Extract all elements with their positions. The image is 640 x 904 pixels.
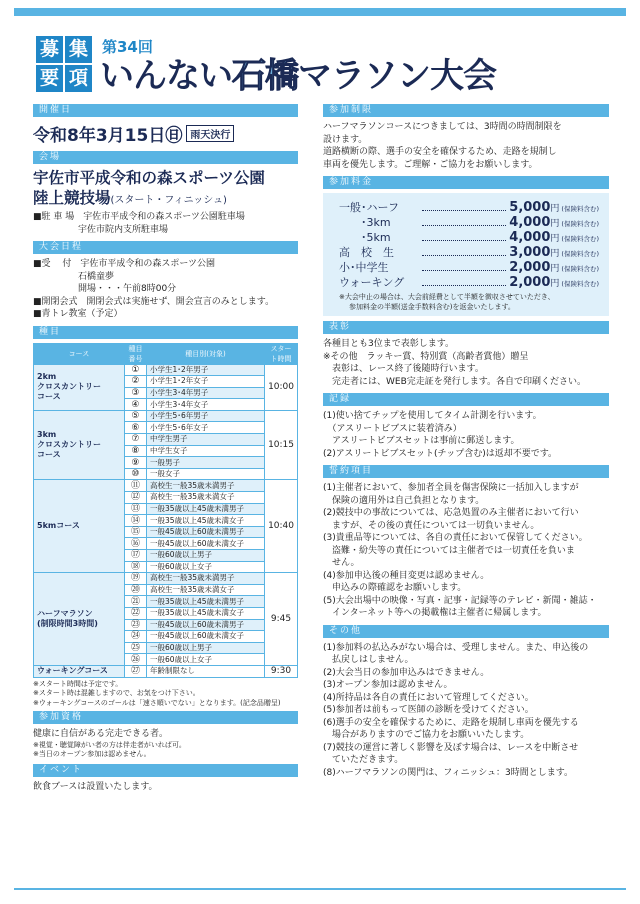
fee-note-inline: (保険料含む) (561, 250, 599, 258)
course-cell: ウォーキングコース (34, 665, 125, 677)
event-number: ⑦ (131, 434, 140, 445)
event-cell: 小学生5･6年男子 (146, 410, 264, 422)
event-number: ⑩ (131, 469, 140, 480)
event-cell: 一般35歳以上45歳未満男子 (146, 596, 264, 608)
event-number: ② (131, 376, 140, 387)
badge-char: 募 (36, 36, 63, 63)
event-cell: 高校生一般35歳未満女子 (146, 584, 264, 596)
section-header: 参加資格 (33, 711, 298, 724)
event-number: ⑪ (130, 480, 140, 491)
title-part: いんない (100, 56, 232, 96)
course-cell: 5kmコース (34, 480, 125, 573)
badge-char: 集 (65, 36, 92, 63)
event-cell: 一般60歳以上女子 (146, 561, 264, 573)
parking-line: ■駐 車 場 宇佐市平成令和の森スポーツ公園駐車場 (33, 212, 245, 222)
table-row (34, 665, 298, 677)
event-cell: 中学生男子 (146, 434, 264, 446)
course-cell: ハーフマラソン (制限時間3時間) (34, 573, 125, 666)
fee-amount: 2,000 (509, 260, 551, 275)
text-line: 盗難・紛失等の責任については主催者では一切責任を負いま (323, 545, 575, 556)
event-number: ⑥ (131, 422, 140, 433)
event-number: ⑨ (131, 457, 140, 468)
event-number: ㉓ (130, 619, 140, 630)
venue-note: (スタート・フィニッシュ) (110, 195, 227, 206)
fee-unit: 円 (550, 204, 560, 214)
event-cell: 一般女子 (146, 468, 264, 480)
event-cell: 一般60歳以上男子 (146, 550, 264, 562)
fee-amount: 4,000 (509, 230, 551, 245)
table-row (34, 410, 298, 422)
start-time-cell: 10:40 (265, 480, 298, 573)
fee-row (339, 274, 599, 289)
event-cell: 小学生1･2年女子 (146, 376, 264, 388)
right-column (323, 104, 609, 779)
text-line: ていただきます。 (323, 755, 404, 765)
event-number: ⑳ (130, 585, 140, 596)
limit-line: 設けます。 (323, 134, 368, 145)
event-cell: 一般45歳以上60歳未満女子 (146, 538, 264, 550)
fee-row (339, 214, 599, 229)
section-header: 開催日 (33, 104, 298, 117)
table-header-cell: スタート時間 (265, 343, 298, 364)
course-cell: 3km クロスカントリー コース (34, 410, 125, 480)
event-cell: 一般35歳以上45歳未満女子 (146, 515, 264, 527)
text-line: (1)使い捨てチップを使用してタイム計測を行います。 (323, 411, 542, 421)
schedule-line: 石橋童夢 (33, 271, 115, 282)
fee-amount: 3,000 (509, 245, 551, 260)
event-number: ⑭ (130, 515, 140, 526)
event-date (33, 121, 298, 146)
schedule-line: 開場・・・午前8時00分 (33, 284, 177, 294)
event-cell: 高校生一般35歳未満男子 (146, 573, 264, 585)
fee-category: ･3km (339, 216, 391, 229)
text-line: 場合がありますのでご協力をお願いいたします。 (323, 730, 530, 740)
parking-line: 宇佐市院内支所駐車場 (33, 224, 169, 235)
table-row (34, 364, 298, 376)
text-line: (1)主催者において、参加者全員を傷害保険に一括加入しますが (323, 483, 579, 493)
event-number: ⑱ (130, 561, 140, 572)
fee-unit: 円 (550, 249, 560, 259)
event-cell: 小学生5･6年女子 (146, 422, 264, 434)
events-table (33, 343, 298, 678)
fee-row (339, 199, 599, 214)
start-time-cell: 10:00 (265, 364, 298, 410)
text-line: ますが、その後の責任については一切負いません。 (323, 520, 540, 531)
event-cell: 高校生一般35歳未満男子 (146, 480, 264, 492)
text-line: (8)ハーフマラソンの関門は、フィニッシュ：3時間とします。 (323, 767, 574, 778)
fee-note: ※大会中止の場合は、大会前経費として半額を徴収させていただき、 (339, 293, 555, 301)
left-column (33, 104, 298, 793)
start-time-cell: 10:15 (265, 410, 298, 480)
text-line: 払戻しはしません。 (323, 655, 414, 665)
pledge-list (323, 482, 609, 620)
bottom-border (14, 888, 626, 890)
text-line: (6)選手の安全を確保するために、走路を規制し車両を優先する (323, 717, 579, 728)
event-number: ① (131, 364, 140, 375)
badge-char: 要 (36, 65, 63, 92)
fee-unit: 円 (550, 234, 560, 244)
text-line: (3)貴重品等については、各自の責任において保管してください。 (323, 533, 588, 543)
page-title (100, 56, 496, 96)
section-header: 会場 (33, 151, 298, 164)
event-cell: 高校生一般35歳未満女子 (146, 492, 264, 504)
fee-note: 参加料金の半額(送金手数料含む)を返金いたします。 (349, 302, 515, 311)
fee-row (339, 244, 599, 259)
other-list (323, 642, 609, 780)
event-number: ㉒ (130, 608, 140, 619)
text-line: アスリートビブスセットは事前に郵送します。 (323, 436, 520, 446)
event-cell: 年齢制限なし (146, 665, 264, 677)
text-line: (4)所持品は各自の責任において管理してください。 (323, 692, 534, 703)
event-cell: 一般60歳以上女子 (146, 654, 264, 666)
event-cell: 中学生女子 (146, 445, 264, 457)
event-number: ⑯ (130, 538, 140, 549)
title-part: 石橋 (232, 56, 298, 96)
section-header: 表彰 (323, 321, 609, 334)
fee-row (339, 229, 599, 244)
text-line: 表彰は、レース終了後随時行います。 (323, 364, 484, 374)
date-text: 令和8年3月15日㊐ (33, 126, 183, 146)
event-number: ⑲ (130, 573, 140, 584)
event-cell: 一般35歳以上45歳未満男子 (146, 503, 264, 515)
event-cell: 一般45歳以上60歳未満女子 (146, 631, 264, 643)
event-cell: 小学生3･4年男子 (146, 387, 264, 399)
text-line: （アスリートビブスに装着済み） (323, 423, 462, 434)
dot-leader (422, 225, 506, 226)
event-number: ⑤ (131, 411, 140, 422)
venue-line (33, 188, 298, 211)
event-cell: 一般男子 (146, 457, 264, 469)
fee-amount: 5,000 (509, 200, 551, 215)
text-line: 各種目とも3位まで表彰します。 (323, 339, 455, 349)
qualification-note: ※視覚・聴覚障がい者の方は伴走者がいれば可。 (33, 740, 186, 749)
event-number: ㉕ (130, 643, 140, 654)
dot-leader (422, 240, 506, 241)
qualification-note: ※当日のオープン参加は認めません。 (33, 750, 151, 759)
text-line: (2)競技中の事故については、応急処置のみ主催者において行い (323, 508, 579, 518)
event-number: ⑮ (130, 527, 140, 538)
dot-leader (422, 270, 506, 271)
event-cell: 一般35歳以上45歳未満女子 (146, 607, 264, 619)
event-number: ⑬ (130, 503, 140, 514)
fee-box (323, 193, 609, 316)
text-line: 完走者には、WEB完走証を発行します。各自で印刷ください。 (323, 376, 587, 387)
text-line: せん。 (323, 558, 360, 568)
dot-leader (422, 255, 506, 256)
event-number: ④ (131, 399, 140, 410)
fee-note-inline: (保険料含む) (561, 280, 599, 288)
table-header-cell: 種目別(対象) (146, 343, 264, 364)
text-line: ※その他 ラッキー賞、特別賞（高齢者賞他）贈呈 (323, 351, 529, 362)
table-row (34, 480, 298, 492)
schedule-line: ■青トレ教室（予定） (33, 309, 123, 319)
section-header: 誓約項目 (323, 465, 609, 478)
top-border (14, 8, 626, 16)
fee-category: ウォーキング (339, 276, 405, 289)
fee-category: ･5km (339, 231, 391, 244)
text-line: (5)参加者は前もって医師の診断を受けてください。 (323, 705, 534, 715)
event-cell: 小学生3･4年女子 (146, 399, 264, 411)
table-note: ※スタート時間は予定です。 (33, 679, 123, 688)
text-line: インターネット等への掲載権は主催者に帰属します。 (323, 608, 547, 618)
limit-line: 車両を優先します。ご理解・ご協力をお願いします。 (323, 159, 538, 170)
section-header: 参加料金 (323, 176, 609, 189)
table-note: ※ウォーキングコースのゴールは「速さ順いでない」となります。(記念品贈呈) (33, 698, 281, 707)
dot-leader (422, 210, 506, 211)
rain-badge: 雨天決行 (186, 125, 234, 142)
schedule-line: ■受 付 宇佐市平成令和の森スポーツ公園 (33, 259, 216, 269)
start-time-cell: 9:45 (265, 573, 298, 666)
venue-line: 宇佐市平成令和の森スポーツ公園 (33, 169, 265, 187)
course-cell: 2km クロスカントリー コース (34, 364, 125, 410)
fee-category: 一般･ハーフ (339, 201, 399, 214)
section-header: その他 (323, 625, 609, 638)
badge-char: 項 (65, 65, 92, 92)
text-line: (2)アスリートビブスセット(チップ含む)は返却不要です。 (323, 448, 558, 459)
event-number: ㉖ (130, 654, 140, 665)
section-header: 記録 (323, 393, 609, 406)
event-cell: 小学生1･2年男子 (146, 364, 264, 376)
text-line: 保険の適用外は自己負担となります。 (323, 495, 485, 506)
table-row (34, 573, 298, 585)
edition-label: 第34回 (102, 38, 153, 56)
fee-unit: 円 (550, 219, 560, 229)
fee-category: 小･中学生 (339, 261, 389, 274)
title-part: マラソン大会 (298, 56, 496, 96)
event-cell: 一般60歳以上男子 (146, 642, 264, 654)
text-line: (5)大会出場中の映像・写真・記事・記録等のテレビ・新聞・雑誌・ (323, 595, 597, 606)
table-header-cell: コース (34, 343, 125, 364)
event-number: ⑫ (130, 492, 140, 503)
fee-note-inline: (保険料含む) (561, 205, 599, 213)
text-line: 申込みの際確認をお願いします。 (323, 583, 467, 593)
fee-row (339, 259, 599, 274)
text-line: (3)オープン参加は認めません。 (323, 680, 453, 690)
text-line: (4)参加申込後の種目変更は認めません。 (323, 570, 490, 581)
event-cell: 一般45歳以上60歳未満男子 (146, 526, 264, 538)
section-header: 参加制限 (323, 104, 609, 117)
text-line: (2)大会当日の参加申込みはできません。 (323, 667, 490, 678)
start-time-cell: 9:30 (265, 665, 298, 677)
fee-note-inline: (保険料含む) (561, 265, 599, 273)
fee-amount: 2,000 (509, 275, 551, 290)
event-number: ⑧ (131, 445, 140, 456)
recruitment-badge (36, 36, 92, 92)
event-cell: 一般45歳以上60歳未満男子 (146, 619, 264, 631)
schedule-line: ■開閉会式 開閉会式は実施せず、開会宣言のみとします。 (33, 296, 275, 307)
text-line: (1)参加料の払込みがない場合は、受理しません。また、申込後の (323, 642, 589, 653)
event-number: ㉗ (130, 666, 140, 677)
event-number: ⑰ (130, 550, 140, 561)
section-header: 大会日程 (33, 241, 298, 254)
table-header-cell: 種目番号 (124, 343, 146, 364)
fee-amount: 4,000 (509, 215, 551, 230)
section-header: イベント (33, 764, 298, 777)
record-list (323, 410, 609, 460)
event-number: ③ (131, 387, 140, 398)
event-number: ㉔ (130, 631, 140, 642)
fee-category: 高 校 生 (339, 246, 394, 259)
dot-leader (422, 285, 506, 286)
fee-note-inline: (保険料含む) (561, 220, 599, 228)
fee-unit: 円 (550, 279, 560, 289)
venue-name: 陸上競技場 (33, 189, 111, 207)
qualification-line: 健康に自信がある完走できる者。 (33, 729, 169, 740)
fee-unit: 円 (550, 264, 560, 274)
limit-line: 道路横断の際、選手の安全を確保するため、走路を規制し (323, 147, 557, 157)
section-header: 種目 (33, 326, 298, 339)
event-number: ㉑ (130, 596, 140, 607)
limit-line: ハーフマラソンコースにつきましては、3時間の時間制限を (323, 122, 562, 132)
text-line: (7)競技の運営に著しく影響を及ぼす場合は、レースを中断させ (323, 742, 579, 753)
fee-note-inline: (保険料含む) (561, 235, 599, 243)
award-list (323, 338, 609, 388)
table-note: ※スタート時は混雑しますので、お気をつけ下さい。 (33, 689, 200, 698)
event-line: 飲食ブースは設置いたします。 (33, 781, 158, 792)
